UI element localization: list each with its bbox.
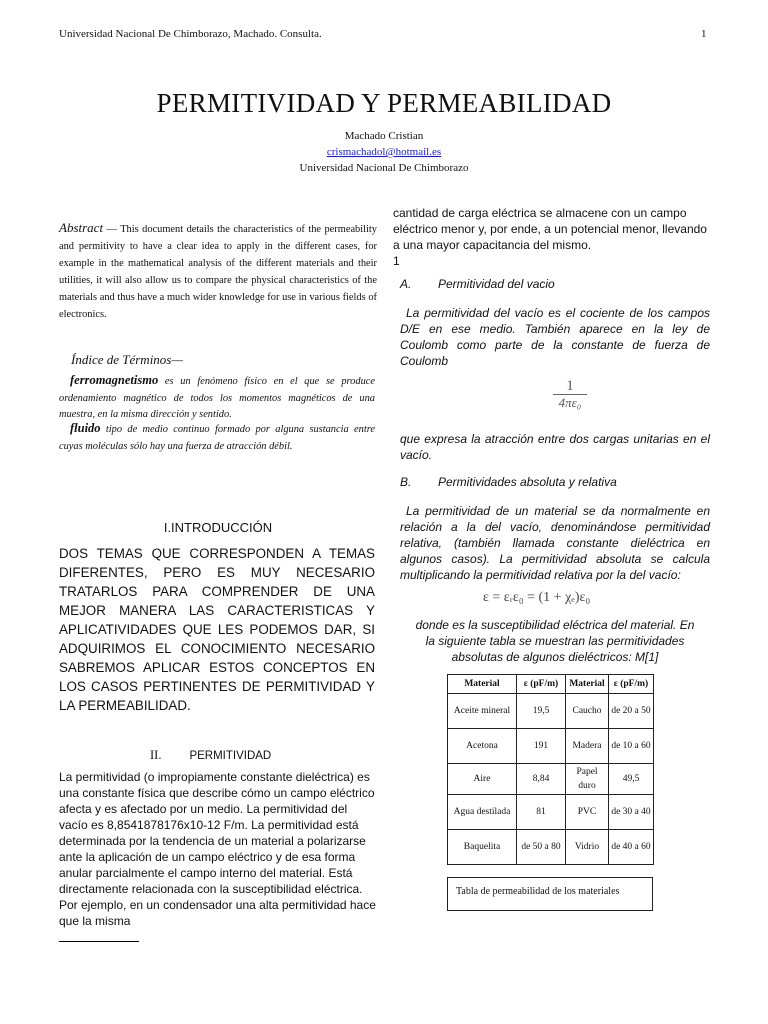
table-intro-text: donde es la susceptibilidad eléctrica del material. En la siguiente tabla se muestran las permitividades absolutas de algunos dieléctricos: M[1] [415, 618, 695, 664]
table-cell: Vidrio [566, 830, 609, 865]
table-cell: Baquelita [448, 830, 517, 865]
author-name: Machado Cristian [344, 130, 424, 142]
table-cell: 8,84 [517, 764, 566, 795]
abstract-text: This document details the characteristics of the permeability and permitivity to have a clear idea to apply in the different cases, for example in the mathematical analysis of the different materials and their utilities, it will also allow us to compare the physical characteristics of the materials and thus have a much wider knowledge for use in various fields of electronics. [59, 224, 377, 320]
subsection-a-text: La permitividad del vacío es el cociente de los campos D/E en ese medio. También aparece en la ley de Coulomb como parte de la constante de fuerza de Coulomb [400, 306, 710, 368]
table-header-row [448, 675, 654, 694]
table-cell: de 40 a 60 [609, 830, 654, 865]
table-cell: 81 [517, 795, 566, 830]
table-cell: Acetona [448, 729, 517, 764]
table-cell: Papel duro [566, 764, 609, 795]
absolute-permittivity-formula: ε = εᵣε₀ = (1 + χₑ)ε₀ [483, 590, 591, 605]
abstract-dash: — [103, 224, 121, 235]
table-cell: de 30 a 40 [609, 795, 654, 830]
section-title: PERMITIVIDAD [189, 750, 272, 762]
permittivity-table [447, 674, 654, 865]
abstract [59, 219, 377, 323]
coulomb-constant-formula [560, 378, 580, 411]
table-cell: de 20 a 50 [609, 694, 654, 729]
subsection-title: Permitividades absoluta y relativa [438, 475, 617, 489]
subsection-b-text: La permitividad de un material se da normalmente en relación a la del vacío, denominándose permitividad relativa, (también llamada constante dieléctrica en algunos casos). La permitividad absoluta se calcula multiplicando la permitividad relativa por la del vacío: [400, 504, 710, 582]
formula-denominator: 4πε₀ [558, 395, 582, 410]
author-email-line [0, 146, 768, 158]
author-email-link[interactable]: crismachadol@hotmail.es [326, 146, 442, 158]
table-row [448, 830, 654, 865]
index-term-name: fluido [70, 421, 101, 435]
table-header-cell: Material [448, 675, 517, 694]
subsection-title: Permitividad del vacio [438, 277, 555, 291]
abstract-lead: Abstract [59, 220, 104, 235]
table-cell: 19,5 [517, 694, 566, 729]
table-cell: 49,5 [609, 764, 654, 795]
table-cell: Agua destilada [448, 795, 517, 830]
table-cell: de 50 a 80 [517, 830, 566, 865]
footnote-divider [59, 941, 139, 942]
table-row [448, 764, 654, 795]
table-row [448, 729, 654, 764]
index-term-definition: es un fenómeno físico en el que se produce ordenamiento magnético de todos los momentos magnéticos de una muestra, en la misma dirección y sentido. [59, 376, 375, 420]
table-row [448, 694, 654, 729]
table-cell: Madera [566, 729, 609, 764]
table-cell: PVC [566, 795, 609, 830]
paper-title: PERMITIVIDAD Y PERMEABILIDAD [156, 88, 612, 118]
section-number: II. [150, 748, 162, 762]
table-caption: Tabla de permeabilidad de los materiales [447, 877, 653, 911]
section-text-permitividad: La permitividad (o impropiamente constante dieléctrica) es una constante física que describe cómo un campo eléctrico afecta y es afectado por un medio. La permitividad del vacío es 8,8541878176x10-12 F/m. La permitividad está determinada por la tendencia de un material a polarizarse ante la aplicación de un campo eléctrico y de esa forma anular parcialmente el campo interno del material. Está directamente relacionada con la susceptibilidad eléctrica. Por ejemplo, en un condensador una alta permitividad hace que la misma [59, 770, 376, 928]
section-heading-permitividad [150, 748, 271, 763]
author-affiliation: Universidad Nacional De Chimborazo [299, 162, 469, 174]
table-header-cell: ε (pF/m) [517, 675, 566, 694]
section-heading-introduccion: I.INTRODUCCIÓN [163, 520, 273, 535]
index-term-name: ferromagnetismo [70, 373, 159, 387]
table-cell: Aceite mineral [448, 694, 517, 729]
table-row [448, 795, 654, 830]
footnote-mark: 1 [393, 254, 400, 268]
index-term-definition: tipo de medio continuo formado por alguna sustancia entre cuyas moléculas sólo hay una fuerza de atracción débil. [59, 424, 375, 452]
index-term-item [59, 420, 375, 455]
subsection-heading-b [400, 475, 718, 489]
subsection-letter: B. [400, 475, 412, 489]
table-cell: de 10 a 60 [609, 729, 654, 764]
section-text-introduccion: DOS TEMAS QUE CORRESPONDEN A TEMAS DIFERENTES, PERO ES MUY NECESARIO TRATARLOS PARA COMPRENDER DE UNA MEJOR MANERA LAS CARACTERISTICAS Y APLICATIVIDADES QUE LES PODEMOS DAR, SI ADQUIRIMOS EL CONOCIMIENTO NECESARIO SABREMOS APLICAR ESTOS CONCEPTOS EN LOS CASOS PERTINENTES DE PERMITIVIDAD Y LA PERMEABILIDAD. [59, 546, 375, 713]
table-cell: 191 [517, 729, 566, 764]
table-cell: Aire [448, 764, 517, 795]
permittivity-table-wrapper [447, 674, 654, 865]
subsection-letter: A. [400, 277, 412, 291]
index-terms-heading: Índice de Términos— [71, 352, 183, 367]
subsection-a-after-text: que expresa la atracción entre dos cargas unitarias en el vacío. [400, 432, 710, 462]
table-header-cell: ε (pF/m) [609, 675, 654, 694]
formula-numerator: 1 [566, 378, 574, 394]
continuation-text [393, 205, 711, 269]
page-number: 1 [701, 28, 707, 40]
running-header: Universidad Nacional De Chimborazo, Machado. Consulta. [59, 28, 322, 40]
continuation-paragraph: cantidad de carga eléctrica se almacene con un campo eléctrico menor y, por ende, a un potencial menor, llevando a una mayor capacitancia del mismo. [393, 206, 707, 252]
index-term-item [59, 372, 375, 424]
table-header-cell: Material [566, 675, 609, 694]
table-cell: Caucho [566, 694, 609, 729]
subsection-heading-a [400, 277, 718, 291]
